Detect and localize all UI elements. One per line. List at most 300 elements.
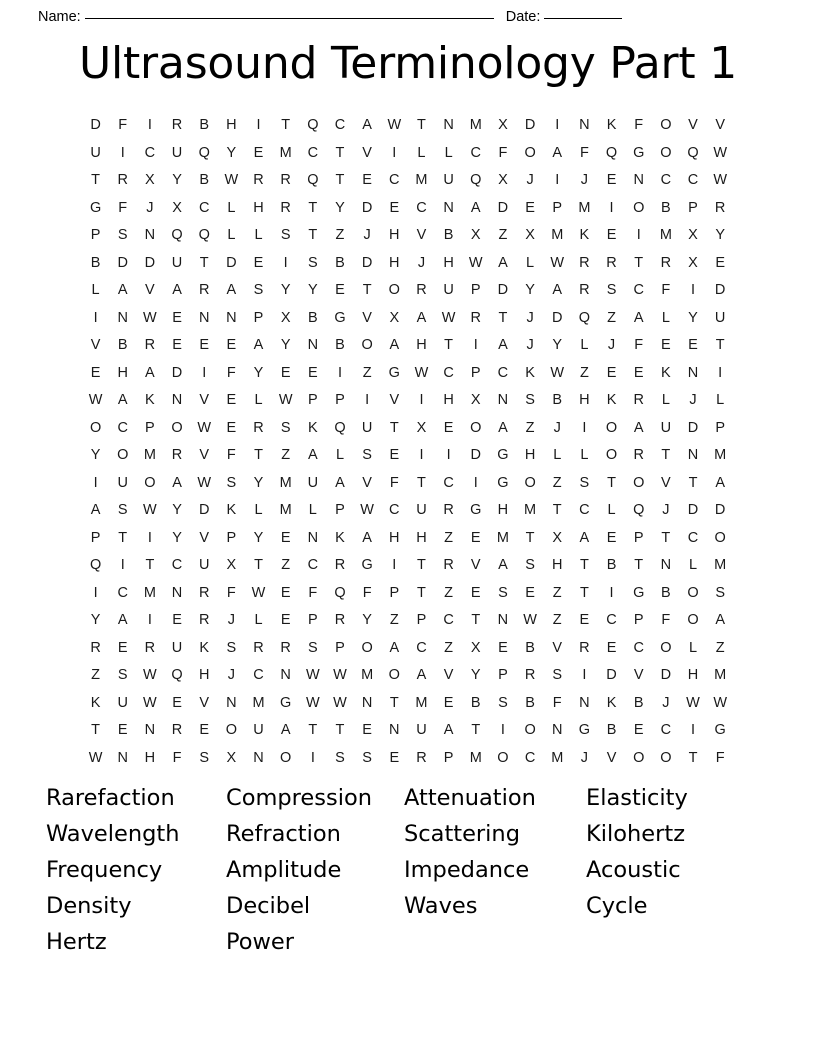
grid-cell[interactable]: T [552, 502, 562, 518]
grid-cell[interactable]: J [526, 309, 534, 326]
grid-cell[interactable]: R [90, 639, 101, 656]
grid-cell[interactable]: L [688, 557, 698, 573]
grid-cell[interactable]: W [441, 309, 456, 326]
grid-cell[interactable]: D [171, 364, 183, 381]
grid-cell[interactable]: E [389, 199, 400, 216]
grid-cell[interactable]: F [661, 282, 671, 298]
grid-cell[interactable]: T [254, 447, 263, 463]
grid-cell[interactable]: R [334, 612, 346, 628]
word-list-item[interactable]: Attenuation [404, 785, 536, 811]
grid-cell[interactable]: V [661, 474, 671, 491]
grid-cell[interactable]: Q [470, 172, 482, 188]
grid-cell[interactable]: V [552, 639, 563, 656]
grid-cell[interactable]: N [171, 392, 183, 408]
grid-cell[interactable]: P [226, 529, 237, 546]
grid-cell[interactable]: U [443, 172, 454, 188]
grid-cell[interactable]: E [606, 529, 617, 546]
grid-cell[interactable]: G [497, 447, 509, 463]
grid-cell[interactable]: Z [552, 612, 562, 628]
grid-cell[interactable]: M [469, 749, 482, 766]
grid-cell[interactable]: S [579, 474, 590, 491]
grid-cell[interactable]: F [118, 199, 128, 216]
grid-cell[interactable]: K [606, 694, 617, 711]
grid-cell[interactable]: C [633, 282, 644, 298]
grid-cell[interactable]: P [443, 749, 454, 766]
grid-cell[interactable]: Y [172, 529, 182, 546]
grid-cell[interactable]: H [117, 364, 128, 381]
grid-cell[interactable]: E [715, 254, 725, 271]
grid-cell[interactable]: H [497, 502, 509, 518]
grid-cell[interactable]: A [90, 502, 101, 518]
grid-cell[interactable]: X [470, 227, 481, 243]
grid-cell[interactable]: I [582, 419, 587, 436]
grid-cell[interactable]: R [579, 254, 590, 271]
grid-cell[interactable]: P [307, 392, 318, 408]
grid-cell[interactable]: E [117, 639, 128, 656]
grid-cell[interactable]: T [715, 337, 725, 353]
grid-cell[interactable]: U [416, 722, 427, 738]
grid-cell[interactable]: T [471, 722, 481, 738]
grid-cell[interactable]: O [605, 419, 618, 436]
grid-cell[interactable]: F [579, 144, 589, 161]
grid-cell[interactable]: O [171, 419, 183, 436]
grid-cell[interactable]: W [305, 667, 320, 683]
grid-cell[interactable]: N [144, 722, 156, 738]
grid-cell[interactable]: A [498, 337, 508, 353]
grid-cell[interactable]: D [497, 282, 509, 298]
grid-cell[interactable]: I [337, 364, 342, 381]
grid-cell[interactable]: B [525, 694, 535, 711]
grid-cell[interactable]: D [606, 667, 617, 683]
grid-cell[interactable]: I [283, 254, 288, 271]
grid-cell[interactable]: X [498, 172, 508, 188]
grid-cell[interactable]: S [362, 749, 372, 766]
grid-cell[interactable]: C [307, 557, 319, 573]
grid-cell[interactable]: D [551, 309, 563, 326]
grid-cell[interactable]: U [171, 254, 183, 271]
grid-cell[interactable]: V [389, 392, 400, 408]
grid-cell[interactable]: L [308, 502, 317, 518]
grid-cell[interactable]: X [145, 172, 155, 188]
grid-cell[interactable]: R [443, 557, 454, 573]
grid-cell[interactable]: T [335, 172, 345, 188]
grid-cell[interactable]: M [143, 584, 156, 601]
grid-cell[interactable]: S [226, 474, 237, 491]
grid-cell[interactable]: R [171, 722, 183, 738]
grid-cell[interactable]: R [253, 172, 264, 188]
grid-cell[interactable]: F [552, 694, 562, 711]
grid-cell[interactable]: X [525, 227, 535, 243]
grid-cell[interactable]: E [226, 392, 237, 408]
grid-cell[interactable]: A [145, 364, 155, 381]
grid-cell[interactable]: B [307, 309, 318, 326]
grid-cell[interactable]: G [578, 722, 591, 738]
grid-cell[interactable]: P [335, 392, 345, 408]
grid-cell[interactable]: J [417, 254, 426, 271]
grid-cell[interactable]: L [91, 282, 100, 298]
grid-cell[interactable]: O [470, 419, 482, 436]
grid-cell[interactable]: C [524, 749, 536, 766]
grid-cell[interactable]: E [525, 584, 535, 601]
grid-cell[interactable]: D [714, 502, 726, 518]
grid-cell[interactable]: R [470, 309, 481, 326]
grid-cell[interactable]: I [365, 392, 370, 408]
grid-cell[interactable]: Z [552, 584, 562, 601]
grid-cell[interactable]: W [305, 694, 320, 711]
grid-cell[interactable]: Q [334, 419, 346, 436]
grid-cell[interactable]: X [470, 639, 481, 656]
grid-cell[interactable]: I [609, 199, 614, 216]
grid-cell[interactable]: M [578, 199, 591, 216]
grid-cell[interactable]: P [470, 364, 481, 381]
grid-cell[interactable]: A [253, 337, 264, 353]
grid-cell[interactable]: H [687, 667, 699, 683]
grid-cell[interactable]: O [497, 749, 509, 766]
grid-cell[interactable]: T [335, 722, 345, 738]
grid-cell[interactable]: C [687, 529, 699, 546]
grid-cell[interactable]: T [417, 584, 426, 601]
grid-cell[interactable]: A [389, 639, 400, 656]
grid-cell[interactable]: E [362, 172, 372, 188]
grid-cell[interactable]: S [606, 282, 617, 298]
grid-cell[interactable]: O [117, 447, 129, 463]
grid-cell[interactable]: S [498, 584, 508, 601]
grid-cell[interactable]: Y [280, 282, 291, 298]
grid-cell[interactable]: H [524, 447, 536, 463]
grid-cell[interactable]: C [198, 199, 210, 216]
grid-cell[interactable]: Z [91, 667, 100, 683]
grid-cell[interactable]: C [579, 502, 590, 518]
grid-cell[interactable]: V [416, 227, 427, 243]
grid-cell[interactable]: Y [552, 337, 563, 353]
grid-cell[interactable]: U [714, 309, 726, 326]
grid-cell[interactable]: E [172, 694, 182, 711]
grid-cell[interactable]: R [633, 447, 644, 463]
grid-cell[interactable]: J [662, 694, 670, 711]
grid-cell[interactable]: E [470, 529, 481, 546]
grid-cell[interactable]: U [361, 419, 373, 436]
date-write-line[interactable] [544, 17, 622, 19]
grid-cell[interactable]: T [579, 584, 589, 601]
grid-cell[interactable]: E [280, 529, 291, 546]
grid-cell[interactable]: G [714, 722, 726, 738]
grid-cell[interactable]: E [199, 337, 210, 353]
grid-cell[interactable]: A [633, 419, 644, 436]
grid-cell[interactable]: N [117, 749, 128, 766]
grid-cell[interactable]: W [143, 309, 157, 326]
grid-cell[interactable]: S [199, 749, 210, 766]
grid-cell[interactable]: L [417, 144, 426, 161]
grid-cell[interactable]: P [253, 309, 264, 326]
grid-cell[interactable]: N [660, 557, 672, 573]
grid-cell[interactable]: D [90, 117, 101, 133]
grid-cell[interactable]: U [253, 722, 264, 738]
grid-cell[interactable]: K [335, 529, 345, 546]
grid-cell[interactable]: S [362, 447, 372, 463]
grid-cell[interactable]: U [198, 557, 210, 573]
grid-cell[interactable]: N [551, 722, 563, 738]
grid-cell[interactable]: J [227, 612, 235, 628]
grid-cell[interactable]: T [308, 722, 318, 738]
grid-cell[interactable]: Y [253, 529, 264, 546]
grid-cell[interactable]: Y [90, 612, 101, 628]
word-list-item[interactable]: Frequency [46, 857, 163, 883]
grid-cell[interactable]: Z [579, 364, 589, 381]
grid-cell[interactable]: J [526, 337, 534, 353]
grid-cell[interactable]: A [416, 667, 427, 683]
grid-cell[interactable]: T [118, 529, 128, 546]
grid-cell[interactable]: O [660, 749, 672, 766]
grid-cell[interactable]: E [253, 144, 264, 161]
grid-cell[interactable]: L [227, 199, 236, 216]
grid-cell[interactable]: D [687, 419, 699, 436]
grid-cell[interactable]: M [279, 144, 292, 161]
grid-cell[interactable]: C [416, 199, 427, 216]
grid-cell[interactable]: N [443, 117, 454, 133]
grid-cell[interactable]: R [144, 639, 156, 656]
grid-cell[interactable]: E [606, 227, 617, 243]
grid-cell[interactable]: I [473, 337, 478, 353]
word-list-item[interactable]: Waves [404, 893, 478, 919]
grid-cell[interactable]: M [469, 117, 482, 133]
grid-cell[interactable]: D [361, 199, 373, 216]
grid-cell[interactable]: F [118, 117, 128, 133]
grid-cell[interactable]: R [144, 337, 156, 353]
word-list-item[interactable]: Acoustic [586, 857, 681, 883]
grid-cell[interactable]: X [552, 529, 563, 546]
grid-cell[interactable]: Z [281, 447, 291, 463]
grid-cell[interactable]: N [280, 667, 291, 683]
word-list-item[interactable]: Hertz [46, 929, 107, 955]
grid-cell[interactable]: O [660, 639, 672, 656]
grid-cell[interactable]: Z [498, 227, 508, 243]
grid-cell[interactable]: P [633, 612, 644, 628]
grid-cell[interactable]: D [117, 254, 128, 271]
grid-cell[interactable]: H [579, 392, 590, 408]
grid-cell[interactable]: T [199, 254, 209, 271]
grid-cell[interactable]: A [552, 144, 563, 161]
grid-cell[interactable]: O [388, 667, 400, 683]
grid-cell[interactable]: O [524, 474, 536, 491]
grid-cell[interactable]: R [280, 639, 291, 656]
grid-cell[interactable]: G [633, 584, 645, 601]
word-list-item[interactable]: Amplitude [226, 857, 342, 883]
grid-cell[interactable]: O [660, 117, 672, 133]
grid-cell[interactable]: P [552, 199, 563, 216]
grid-cell[interactable]: V [90, 337, 101, 353]
grid-cell[interactable]: M [361, 667, 374, 683]
grid-cell[interactable]: B [199, 117, 210, 133]
grid-cell[interactable]: R [253, 419, 264, 436]
grid-cell[interactable]: Q [171, 227, 183, 243]
grid-cell[interactable]: R [416, 749, 427, 766]
grid-cell[interactable]: Y [172, 502, 182, 518]
grid-cell[interactable]: V [199, 529, 210, 546]
grid-cell[interactable]: A [443, 722, 454, 738]
grid-cell[interactable]: A [715, 612, 725, 628]
grid-cell[interactable]: U [90, 144, 101, 161]
grid-cell[interactable]: V [715, 117, 725, 133]
grid-cell[interactable]: C [443, 612, 454, 628]
grid-cell[interactable]: W [550, 254, 565, 271]
grid-cell[interactable]: E [280, 364, 291, 381]
grid-cell[interactable]: Y [172, 172, 182, 188]
grid-cell[interactable]: W [197, 419, 212, 436]
grid-cell[interactable]: O [225, 722, 237, 738]
grid-cell[interactable]: C [470, 144, 481, 161]
grid-cell[interactable]: L [716, 392, 725, 408]
grid-cell[interactable]: X [389, 309, 400, 326]
grid-cell[interactable]: F [715, 749, 725, 766]
grid-cell[interactable]: M [551, 227, 564, 243]
grid-cell[interactable]: U [117, 694, 128, 711]
grid-cell[interactable]: C [443, 364, 454, 381]
grid-cell[interactable]: J [689, 392, 697, 408]
grid-cell[interactable]: S [226, 639, 237, 656]
grid-cell[interactable]: D [144, 254, 156, 271]
grid-cell[interactable]: H [144, 749, 156, 766]
grid-cell[interactable]: W [686, 694, 700, 711]
grid-cell[interactable]: E [443, 694, 454, 711]
grid-cell[interactable]: J [580, 749, 589, 766]
grid-cell[interactable]: B [470, 694, 481, 711]
grid-cell[interactable]: O [144, 474, 156, 491]
grid-cell[interactable]: A [335, 474, 345, 491]
grid-cell[interactable]: P [389, 584, 400, 601]
grid-cell[interactable]: T [634, 254, 644, 271]
grid-cell[interactable]: E [226, 419, 237, 436]
grid-cell[interactable]: R [579, 639, 590, 656]
grid-cell[interactable]: B [443, 227, 454, 243]
grid-cell[interactable]: T [417, 474, 426, 491]
grid-cell[interactable]: L [553, 447, 562, 463]
grid-cell[interactable]: F [172, 749, 182, 766]
grid-cell[interactable]: C [389, 172, 400, 188]
grid-cell[interactable]: P [307, 612, 318, 628]
grid-cell[interactable]: C [117, 419, 128, 436]
grid-cell[interactable]: A [633, 309, 644, 326]
grid-cell[interactable]: E [443, 419, 454, 436]
grid-cell[interactable]: H [416, 337, 427, 353]
grid-cell[interactable]: E [525, 199, 535, 216]
grid-cell[interactable]: E [172, 309, 182, 326]
grid-cell[interactable]: M [279, 474, 292, 491]
grid-cell[interactable]: L [444, 144, 453, 161]
grid-cell[interactable]: Z [444, 529, 454, 546]
grid-cell[interactable]: L [580, 337, 589, 353]
grid-cell[interactable]: Y [253, 364, 264, 381]
grid-cell[interactable]: F [226, 447, 236, 463]
grid-cell[interactable]: J [526, 172, 534, 188]
grid-cell[interactable]: O [89, 419, 102, 436]
grid-cell[interactable]: W [88, 749, 103, 766]
grid-cell[interactable]: B [552, 392, 563, 408]
grid-cell[interactable]: F [362, 584, 372, 601]
grid-cell[interactable]: Z [389, 612, 399, 628]
grid-cell[interactable]: I [473, 474, 478, 491]
grid-cell[interactable]: R [280, 172, 291, 188]
grid-cell[interactable]: I [392, 144, 397, 161]
grid-cell[interactable]: G [334, 309, 346, 326]
grid-cell[interactable]: Q [687, 144, 699, 161]
grid-cell[interactable]: M [415, 694, 428, 711]
grid-cell[interactable]: H [443, 392, 454, 408]
grid-cell[interactable]: N [497, 612, 509, 628]
grid-cell[interactable]: T [362, 282, 372, 298]
grid-cell[interactable]: W [713, 694, 728, 711]
grid-cell[interactable]: Y [90, 447, 101, 463]
grid-cell[interactable]: Q [307, 172, 319, 188]
grid-cell[interactable]: M [143, 447, 156, 463]
word-list-item[interactable]: Wavelength [46, 821, 180, 847]
grid-cell[interactable]: T [335, 144, 345, 161]
grid-cell[interactable]: C [606, 612, 617, 628]
grid-cell[interactable]: W [468, 254, 483, 271]
grid-cell[interactable]: Y [280, 337, 291, 353]
grid-cell[interactable]: A [715, 474, 725, 491]
grid-cell[interactable]: R [117, 172, 128, 188]
grid-cell[interactable]: H [253, 199, 264, 216]
grid-cell[interactable]: I [419, 447, 424, 463]
grid-cell[interactable]: P [715, 419, 725, 436]
grid-cell[interactable]: U [660, 419, 672, 436]
grid-cell[interactable]: L [227, 227, 236, 243]
grid-cell[interactable]: J [146, 199, 154, 216]
grid-cell[interactable]: E [253, 254, 264, 271]
grid-cell[interactable]: Q [633, 502, 645, 518]
word-list-item[interactable]: Impedance [404, 857, 530, 883]
grid-cell[interactable]: M [524, 502, 537, 518]
grid-cell[interactable]: I [636, 227, 641, 243]
grid-cell[interactable]: W [143, 694, 157, 711]
grid-cell[interactable]: W [224, 172, 239, 188]
grid-cell[interactable]: P [335, 502, 345, 518]
grid-cell[interactable]: E [199, 722, 210, 738]
grid-cell[interactable]: R [171, 117, 183, 133]
grid-cell[interactable]: I [392, 557, 397, 573]
grid-cell[interactable]: I [120, 557, 125, 573]
grid-cell[interactable]: J [363, 227, 371, 243]
grid-cell[interactable]: D [660, 667, 672, 683]
grid-cell[interactable]: E [280, 612, 291, 628]
grid-cell[interactable]: G [388, 364, 400, 381]
grid-cell[interactable]: G [497, 474, 509, 491]
grid-cell[interactable]: O [633, 474, 645, 491]
word-list-item[interactable]: Density [46, 893, 132, 919]
grid-cell[interactable]: A [117, 282, 128, 298]
grid-cell[interactable]: E [172, 337, 182, 353]
grid-cell[interactable]: B [661, 584, 671, 601]
grid-cell[interactable]: N [443, 199, 454, 216]
grid-cell[interactable]: R [579, 282, 590, 298]
grid-cell[interactable]: E [90, 364, 101, 381]
grid-cell[interactable]: W [143, 667, 157, 683]
grid-cell[interactable]: X [470, 392, 481, 408]
grid-cell[interactable]: V [145, 282, 155, 298]
grid-cell[interactable]: I [691, 722, 696, 738]
grid-cell[interactable]: C [307, 144, 319, 161]
grid-cell[interactable]: S [280, 419, 291, 436]
grid-cell[interactable]: A [362, 117, 372, 133]
grid-cell[interactable]: W [197, 474, 212, 491]
grid-cell[interactable]: E [606, 364, 617, 381]
grid-cell[interactable]: T [444, 337, 454, 353]
grid-cell[interactable]: N [253, 749, 264, 766]
grid-cell[interactable]: S [307, 639, 318, 656]
grid-cell[interactable]: Q [334, 584, 346, 601]
grid-cell[interactable]: C [253, 667, 264, 683]
grid-cell[interactable]: G [280, 694, 292, 711]
